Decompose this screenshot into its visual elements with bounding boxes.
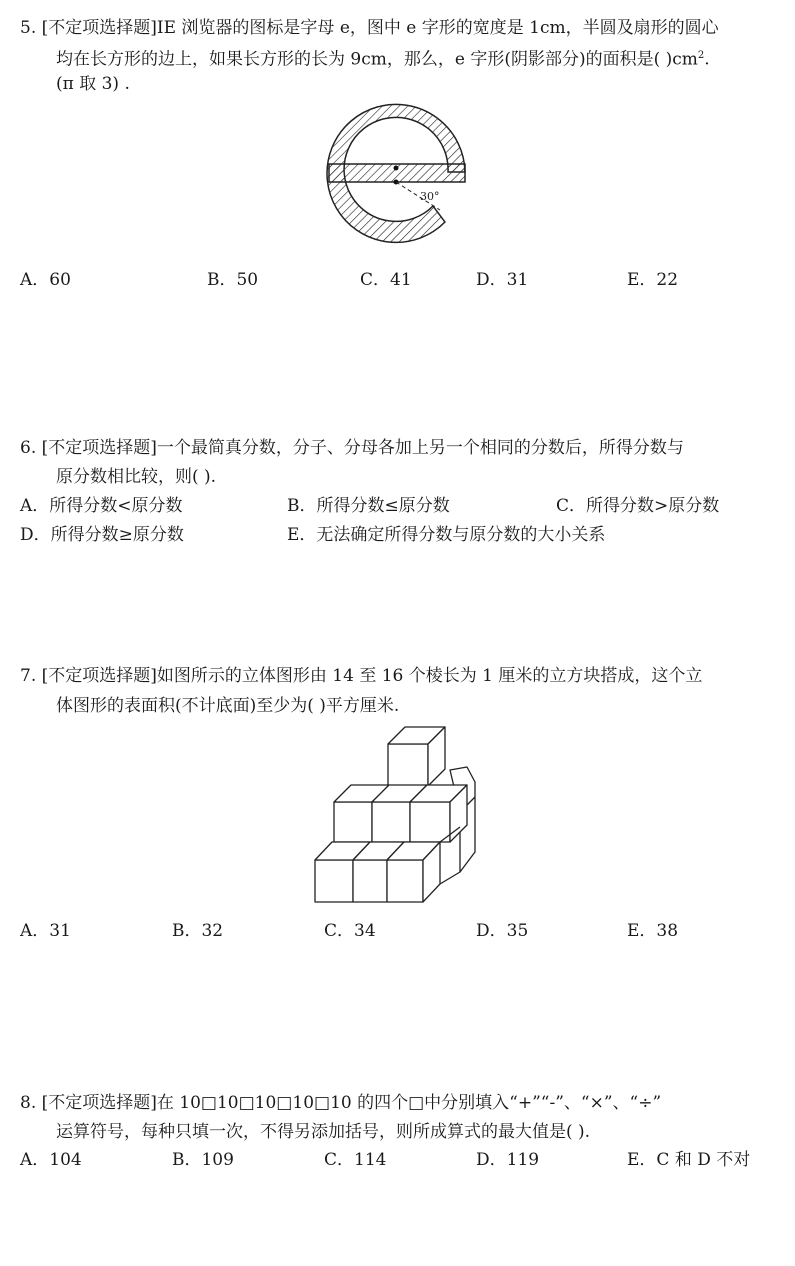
q5-center-dot-upper — [394, 166, 399, 171]
q8-option-e: E．C 和 D 不对 — [627, 1150, 751, 1170]
q5-angle-label: 30° — [420, 190, 440, 203]
q8-stem-line1: 8. [不定项选择题]在 10□10□10□10□10 的四个□中分别填入“+”“-”、“×”、“÷” — [20, 1093, 662, 1113]
q7-cube-middle-layer — [334, 785, 467, 842]
q5-stem-line3: (π 取 3) . — [56, 74, 130, 94]
q8-option-d: D．119 — [476, 1150, 540, 1170]
q6-stem-line2: 原分数相比较，则( ). — [56, 467, 217, 487]
q7-stem-line2: 体图形的表面积(不计底面)至少为( )平方厘米. — [56, 696, 400, 716]
q5-stem-line2-end: . — [704, 49, 710, 70]
q7-option-d: D．35 — [476, 921, 529, 941]
q7-option-c: C．34 — [324, 921, 376, 941]
q5-stem-line2 — [56, 44, 710, 72]
q5-option-c: C．41 — [360, 270, 412, 290]
q8-option-c: C．114 — [324, 1150, 387, 1170]
q6-option-e: E．无法确定所得分数与原分数的大小关系 — [287, 525, 606, 545]
q8-stem-line2: 运算符号，每种只填一次，不得另添加括号，则所成算式的最大值是( ). — [56, 1122, 591, 1142]
q8-option-a: A．104 — [20, 1150, 82, 1170]
q8-option-b: B．109 — [172, 1150, 234, 1170]
q6-option-b: B．所得分数≤原分数 — [287, 496, 450, 516]
q7-cube-figure — [310, 722, 490, 907]
q7-stem-line1: 7. [不定项选择题]如图所示的立体图形由 14 至 16 个棱长为 1 厘米的立方块搭成，这个立 — [20, 666, 703, 686]
q6-option-d: D．所得分数≥原分数 — [20, 525, 184, 545]
q6-option-a: A．所得分数<原分数 — [20, 496, 183, 516]
q5-e-figure — [320, 100, 470, 260]
q7-cube-top — [388, 727, 445, 786]
q6-stem-line1: 6. [不定项选择题]一个最简真分数，分子、分母各加上另一个相同的分数后，所得分数与 — [20, 438, 684, 458]
q5-stem-line2-text: 均在长方形的边上，如果长方形的长为 9cm，那么，e 字形(阴影部分)的面积是( )cm — [56, 49, 698, 70]
q5-option-a: A．60 — [20, 270, 71, 290]
q5-option-d: D．31 — [476, 270, 529, 290]
q6-option-c: C．所得分数>原分数 — [556, 496, 720, 516]
q5-option-b: B．50 — [207, 270, 259, 290]
q5-option-e: E．22 — [627, 270, 679, 290]
q7-option-a: A．31 — [20, 921, 71, 941]
q5-stem-line1: 5. [不定项选择题]IE 浏览器的图标是字母 e，图中 e 字形的宽度是 1cm，半圆及扇形的圆心 — [20, 18, 719, 38]
q7-option-e: E．38 — [627, 921, 679, 941]
q5-unit-exponent: 2 — [697, 50, 705, 61]
q7-option-b: B．32 — [172, 921, 224, 941]
